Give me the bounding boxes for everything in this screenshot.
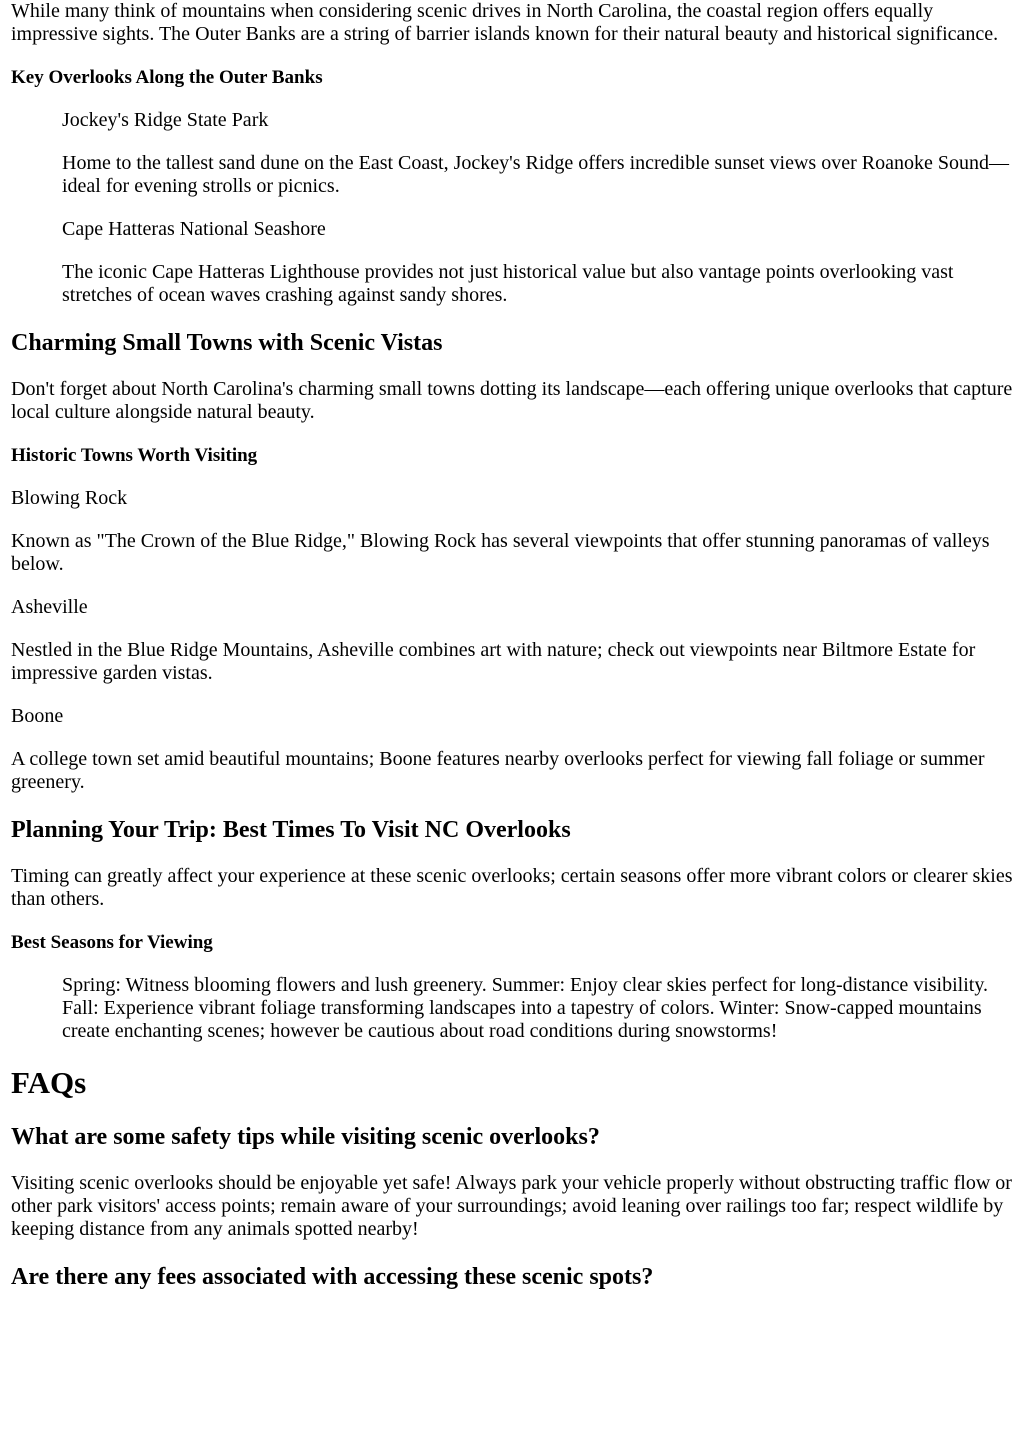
faqs-heading: FAQs — [11, 1065, 87, 1100]
overlook-term: Cape Hatteras National Seashore — [62, 218, 326, 240]
faq-question: Are there any fees associated with accessing these scenic spots? — [11, 1264, 654, 1290]
town-description: Known as "The Crown of the Blue Ridge," Blowing Rock has several viewpoints that offer stunning panoramas of valleys below. — [11, 530, 990, 575]
towns-heading: Charming Small Towns with Scenic Vistas — [11, 330, 443, 356]
seasons-paragraph: Spring: Witness blooming flowers and lush greenery. Summer: Enjoy clear skies perfect for long-distance visibility. Fall: Experience vibrant foliage transforming landscapes into a tapestry of colors. Winter: Snow-capped mountains create enchanting scenes; however be cautious about road conditions during snowstorms! — [62, 974, 989, 1042]
town-name: Boone — [11, 705, 64, 727]
overlook-description: Home to the tallest sand dune on the East Coast, Jockey's Ridge offers incredible sunset views over Roanoke Sound—ideal for evening strolls or picnics. — [62, 152, 1009, 197]
outer-banks-list — [62, 109, 1013, 307]
towns-intro: Don't forget about North Carolina's charming small towns dotting its landscape—each offering unique overlooks that capture local culture alongside natural beauty. — [11, 378, 1013, 423]
overlook-description: The iconic Cape Hatteras Lighthouse provides not just historical value but also vantage points overlooking vast stretches of ocean waves crashing against sandy shores. — [62, 261, 954, 306]
town-name: Asheville — [11, 596, 88, 618]
outer-banks-heading: Key Overlooks Along the Outer Banks — [11, 67, 323, 88]
town-description: A college town set amid beautiful mountains; Boone features nearby overlooks perfect for viewing fall foliage or summer greenery. — [11, 748, 985, 793]
faq-question: What are some safety tips while visiting scenic overlooks? — [11, 1124, 600, 1150]
overlook-term: Jockey's Ridge State Park — [62, 109, 269, 131]
historic-towns-heading: Historic Towns Worth Visiting — [11, 445, 258, 466]
town-name: Blowing Rock — [11, 487, 128, 509]
planning-heading: Planning Your Trip: Best Times To Visit NC Overlooks — [11, 817, 571, 843]
intro-paragraph: While many think of mountains when considering scenic drives in North Carolina, the coastal region offers equally impressive sights. The Outer Banks are a string of barrier islands known for their natural beauty and historical significance. — [11, 0, 999, 45]
town-description: Nestled in the Blue Ridge Mountains, Asheville combines art with nature; check out viewpoints near Biltmore Estate for impressive garden vistas. — [11, 639, 976, 684]
seasons-heading: Best Seasons for Viewing — [11, 932, 213, 953]
planning-intro: Timing can greatly affect your experience at these scenic overlooks; certain seasons offer more vibrant colors or clearer skies than others. — [11, 865, 1013, 910]
faq-answer: Visiting scenic overlooks should be enjoyable yet safe! Always park your vehicle properly without obstructing traffic flow or other park visitors' access points; remain aware of your surroundings; avoid leaning over railings too far; respect wildlife by keeping distance from any animals spotted nearby! — [11, 1172, 1012, 1240]
